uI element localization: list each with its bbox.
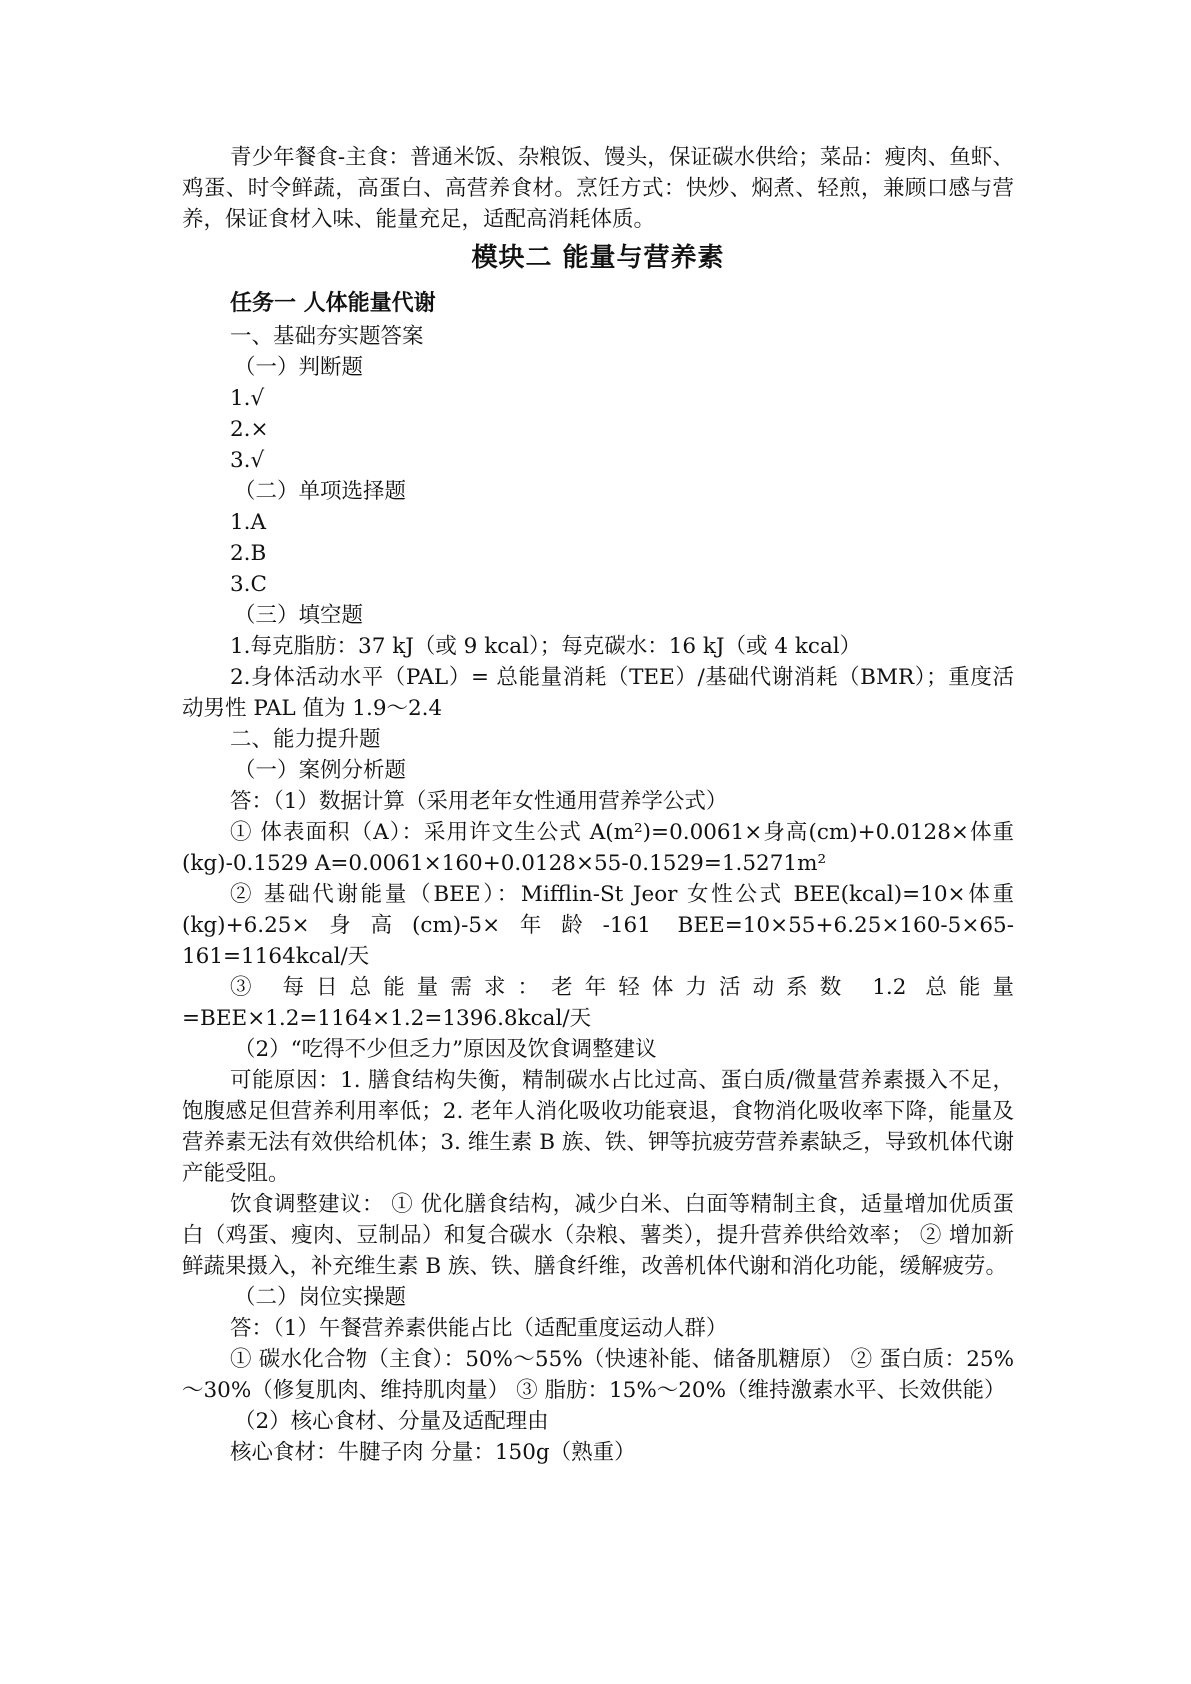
page-content [182,142,1014,1468]
single-choice-answer: 1.A [230,510,267,535]
fill-blank-answer-1: 1.每克脂肪：37 kJ（或 9 kcal）；每克碳水：16 kJ（或 4 kcal） [230,634,862,659]
intro-paragraph: 青少年餐食-主食：普通米饭、杂粮饭、馒头，保证碳水供给；菜品：瘦肉、鱼虾、鸡蛋、时令鲜蔬，高蛋白、高营养食材。烹饪方式：快炒、焖煮、轻煎，兼顾口感与营养，保证食材入味、能量充足，适配高消耗体质。 [182,145,1014,232]
judgment-heading: （一）判断题 [234,355,364,380]
case-step-1: ① 体表面积（A）：采用许文生公式 A(m²)=0.0061×身高(cm)+0.0128×体重(kg)-0.1529 A=0.0061×160+0.0128×55-0.1529=1.5271m² [182,820,1014,876]
case-analysis-heading: （一）案例分析题 [234,758,407,783]
module-title: 模块二 能量与营养素 [471,243,725,273]
practice-sub2-heading: （2）核心食材、分量及适配理由 [234,1409,549,1434]
practice-ratio: ① 碳水化合物（主食）：50%～55%（快速补能、储备肌糖原） ② 蛋白质：25%～30%（修复肌肉、维持肌肉量） ③ 脂肪：15%～20%（维持激素水平、长效供能） [182,1347,1014,1403]
single-choice-answer: 3.C [230,572,267,597]
case-suggestions: 饮食调整建议： ① 优化膳食结构，减少白米、白面等精制主食，适量增加优质蛋白（鸡蛋、瘦肉、豆制品）和复合碳水（杂粮、薯类），提升营养供给效率； ② 增加新鲜蔬果摄入，补充维生素 B 族、铁、膳食纤维，改善机体代谢和消化功能，缓解疲劳。 [182,1192,1014,1279]
single-choice-heading: （二）单项选择题 [234,479,407,504]
case-sub2-heading: （2）“吃得不少但乏力”原因及饮食调整建议 [234,1037,657,1062]
case-answer-intro: 答：（1）数据计算（采用老年女性通用营养学公式） [230,789,728,814]
task-title: 任务一 人体能量代谢 [230,291,436,316]
practice-heading: （二）岗位实操题 [234,1285,407,1310]
fill-blank-heading: （三）填空题 [234,603,364,628]
practice-core-food: 核心食材：牛腱子肉 分量：150g（熟重） [230,1440,636,1465]
judgment-answer: 2.× [230,417,269,442]
judgment-answer: 3.√ [230,448,265,473]
basic-section-heading: 一、基础夯实题答案 [230,324,424,349]
practice-answer-intro: 答：（1）午餐营养素供能占比（适配重度运动人群） [230,1316,728,1341]
case-step-3: ③ 每日总能量需求：老年轻体力活动系数 1.2 总能量=BEE×1.2=1164×1.2=1396.8kcal/天 [182,975,1014,1031]
single-choice-answer: 2.B [230,541,267,566]
fill-blank-answer-2: 2.身体活动水平（PAL）= 总能量消耗（TEE）/基础代谢消耗（BMR）；重度活动男性 PAL 值为 1.9～2.4 [182,665,1014,721]
advanced-section-heading: 二、能力提升题 [230,727,381,752]
case-reasons: 可能原因：1. 膳食结构失衡，精制碳水占比过高、蛋白质/微量营养素摄入不足，饱腹感足但营养利用率低；2. 老年人消化吸收功能衰退，食物消化吸收率下降，能量及营养素无法有效供给机体；3. 维生素 B 族、铁、钾等抗疲劳营养素缺乏，导致机体代谢产能受阻。 [182,1068,1014,1186]
judgment-answer: 1.√ [230,386,265,411]
case-step-2: ② 基础代谢能量（BEE）：Mifflin-St Jeor 女性公式 BEE(kcal)=10×体重(kg)+6.25×身高(cm)-5×年龄-161 BEE=10×55+6.25×160-5×65-161=1164kcal/天 [182,882,1014,969]
